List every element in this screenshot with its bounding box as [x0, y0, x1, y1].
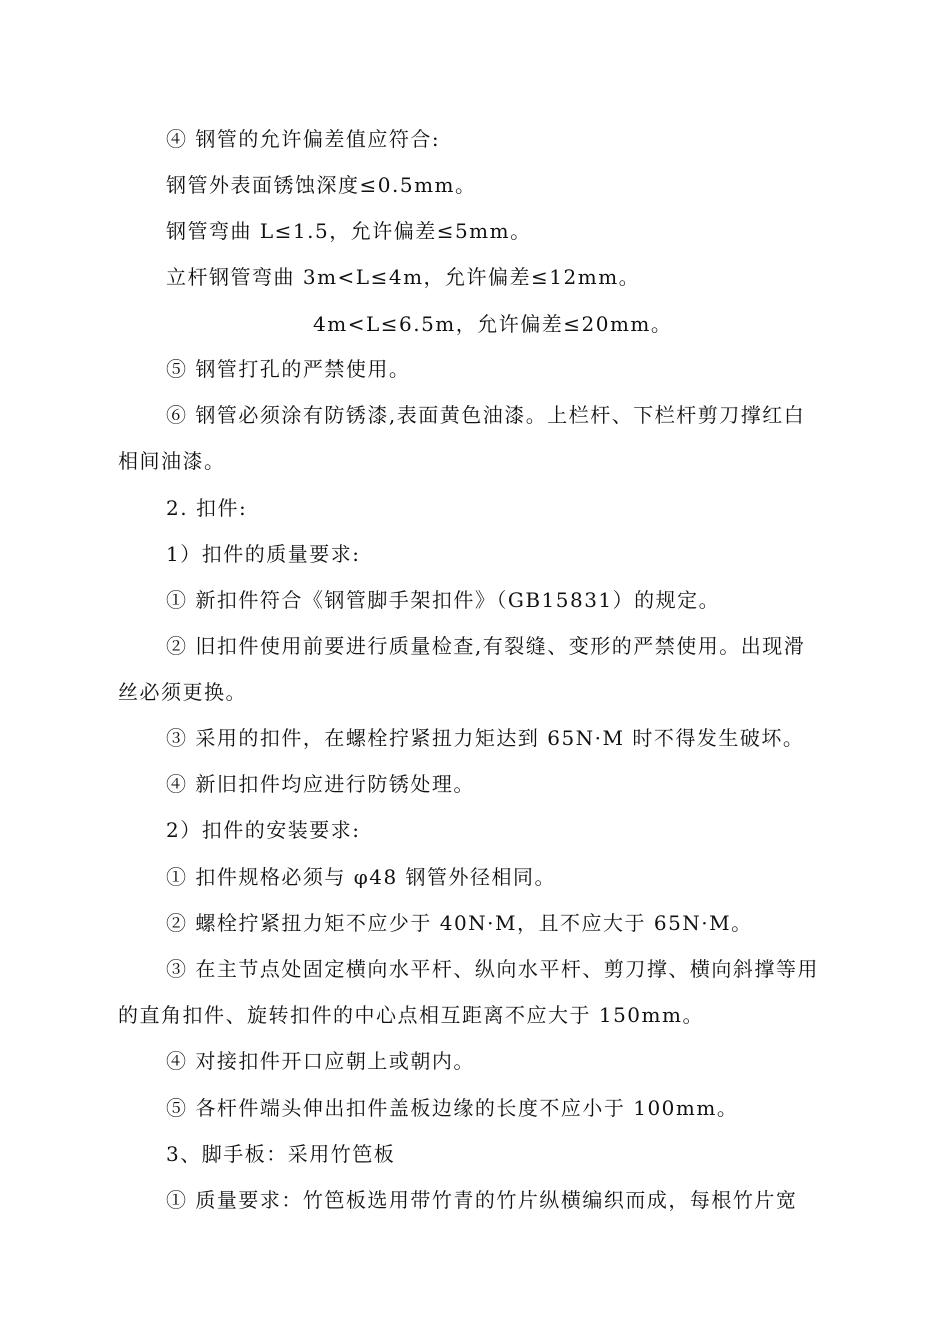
text-line: ① 扣件规格必须与 φ48 钢管外径相同。 [166, 865, 557, 889]
text-line: ④ 钢管的允许偏差值应符合: [166, 127, 441, 151]
text-line: ① 质量要求：竹笆板选用带竹青的竹片纵横编织而成，每根竹片宽 [166, 1188, 798, 1212]
text-line: 1）扣件的质量要求: [166, 542, 361, 566]
text-line: ⑤ 各杆件端头伸出扣件盖板边缘的长度不应小于 100mm。 [166, 1096, 739, 1120]
text-line: 2）扣件的安装要求: [166, 818, 361, 842]
text-line: 钢管弯曲 L≤1.5，允许偏差≤5mm。 [166, 219, 532, 243]
text-line: 2. 扣件: [166, 496, 248, 520]
text-line: ③ 采用的扣件，在螺栓拧紧扭力矩达到 65N·M 时不得发生破坏。 [166, 726, 805, 750]
text-line: ④ 新旧扣件均应进行防锈处理。 [166, 772, 475, 796]
text-line: 丝必须更换。 [118, 680, 247, 704]
text-line: ① 新扣件符合《钢管脚手架扣件》（GB15831）的规定。 [166, 588, 721, 612]
text-line: 钢管外表面锈蚀深度≤0.5mm。 [166, 173, 477, 197]
text-line: ③ 在主节点处固定横向水平杆、纵向水平杆、剪刀撑、横向斜撑等用 [166, 957, 819, 981]
text-line: ⑤ 钢管打孔的严禁使用。 [166, 357, 411, 381]
text-line: 相间油漆。 [118, 449, 226, 473]
text-line: ④ 对接扣件开口应朝上或朝内。 [166, 1049, 475, 1073]
text-line: ⑥ 钢管必须涂有防锈漆,表面黄色油漆。上栏杆、下栏杆剪刀撑红白 [166, 403, 806, 427]
text-line: 的直角扣件、旋转扣件的中心点相互距离不应大于 150mm。 [118, 1003, 704, 1027]
text-line: ② 螺栓拧紧扭力矩不应少于 40N·M，且不应大于 65N·M。 [166, 911, 753, 935]
text-line: 立杆钢管弯曲 3m<L≤4m，允许偏差≤12mm。 [166, 265, 641, 289]
text-line: 4m<L≤6.5m，允许偏差≤20mm。 [313, 312, 673, 336]
text-line: ② 旧扣件使用前要进行质量检查,有裂缝、变形的严禁使用。出现滑 [166, 634, 806, 658]
text-line: 3、脚手板：采用竹笆板 [166, 1142, 396, 1166]
